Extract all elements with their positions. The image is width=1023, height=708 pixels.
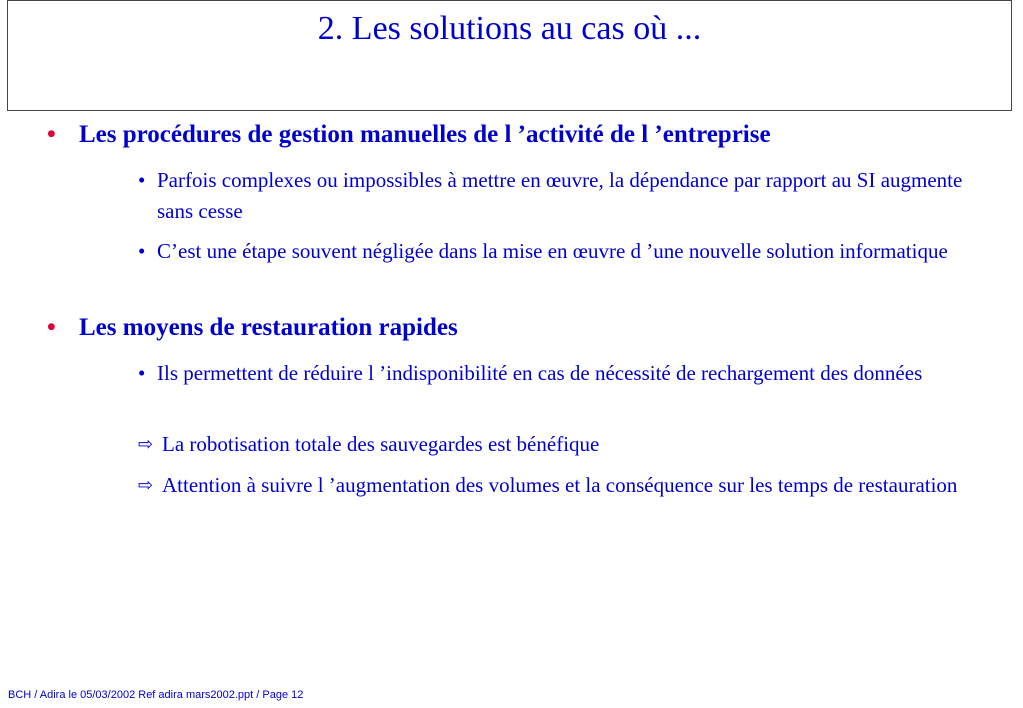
- sub-bullet-dot-icon: •: [138, 168, 146, 192]
- sub-bullet-1-1-text: Parfois complexes ou impossibles à mettre en œuvre, la dépendance par rapport au SI augmente sans cesse: [157, 168, 963, 223]
- bullet-dot-icon: •: [47, 121, 56, 148]
- sub-bullet-1-2-text: C’est une étape souvent négligée dans la mise en œuvre d ’une nouvelle solution informatique: [157, 239, 948, 263]
- sub-bullet-1-1: [138, 165, 998, 227]
- sub-bullet-dot-icon: •: [138, 239, 146, 263]
- sub-bullet-2-1: [138, 358, 998, 389]
- sub-bullet-2-2-text: La robotisation totale des sauvegardes est bénéfique: [162, 432, 600, 456]
- sub-bullet-dot-icon: •: [138, 361, 146, 385]
- slide-footer: BCH / Adira le 05/03/2002 Ref adira mars2002.ppt / Page 12: [8, 689, 304, 701]
- bullet-1-text: Les procédures de gestion manuelles de l ’activité de l ’entreprise: [79, 121, 771, 148]
- right-arrow-icon: ⇨: [138, 434, 154, 455]
- sub-bullet-2-1-text: Ils permettent de réduire l ’indisponibilité en cas de nécessité de rechargement des données: [157, 361, 923, 385]
- bullet-dot-icon: •: [47, 314, 56, 341]
- bullet-2: [47, 313, 458, 343]
- sub-bullet-2-3: [138, 470, 998, 501]
- sub-bullet-2-2: [138, 429, 998, 460]
- bullet-1: [47, 120, 771, 150]
- bullet-2-text: Les moyens de restauration rapides: [79, 314, 458, 341]
- sub-bullet-2-3-text: Attention à suivre l ’augmentation des volumes et la conséquence sur les temps de restauration: [162, 473, 958, 497]
- slide-title: 2. Les solutions au cas où ...: [317, 10, 702, 47]
- right-arrow-icon: ⇨: [138, 475, 154, 496]
- sub-bullet-1-2: [138, 236, 998, 267]
